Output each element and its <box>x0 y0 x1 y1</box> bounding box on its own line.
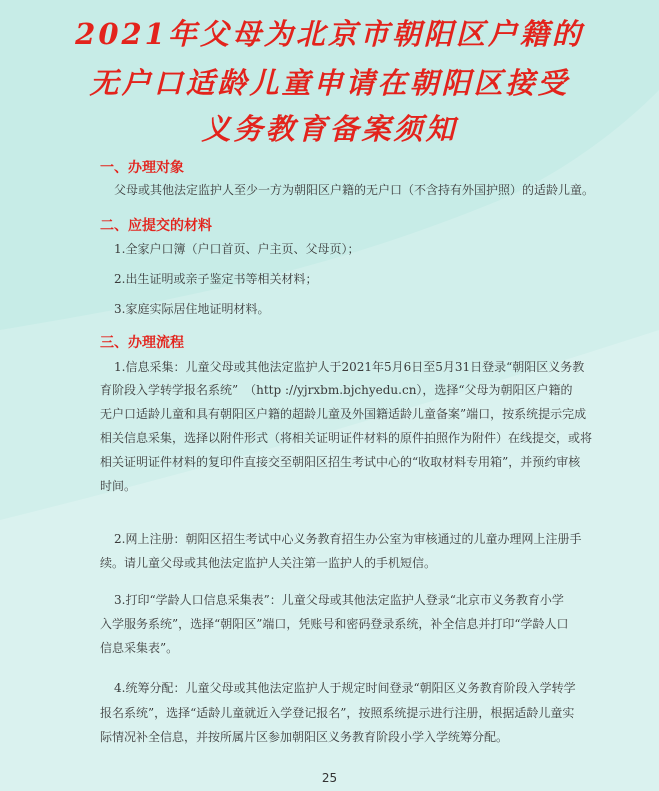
process-step-1-line: 时间。 <box>100 479 137 493</box>
process-step-2-line: 2.网上注册：朝阳区招生考试中心义务教育招生办公室为审核通过的儿童办理网上注册手 <box>114 532 582 546</box>
materials-item-3: 3.家庭实际居住地证明材料。 <box>114 302 270 316</box>
section-heading-applicants: 一、办理对象 <box>100 160 184 176</box>
process-step-1-line: 1.信息采集：儿童父母或其他法定监护人于2021年5月6日至5月31日登录“朝阳区义务教 <box>114 360 585 374</box>
process-step-2-line: 续。请儿童父母或其他法定监护人关注第一监护人的手机短信。 <box>100 556 437 570</box>
process-step-1-line: 相关信息采集，选择以附件形式（将相关证明证件材料的原件拍照作为附件）在线提交，或将 <box>100 431 593 445</box>
process-step-1-line: 育阶段入学转学报名系统” （http ://yjrxbm.bjchyedu.cn），选择“父母为朝阳区户籍的 <box>100 383 573 397</box>
document-title-line-1: 2021年父母为北京市朝阳区户籍的 <box>75 17 584 51</box>
process-step-1-line: 相关证明证件材料的复印件直接交至朝阳区招生考试中心的“收取材料专用箱”，并预约审核 <box>100 455 581 469</box>
process-step-3-line: 3.打印“学龄人口信息采集表”：儿童父母或其他法定监护人登录“北京市义务教育小学 <box>114 593 564 607</box>
document-title-line-2: 无户口适龄儿童申请在朝阳区接受 <box>89 66 570 100</box>
process-step-3-line: 信息采集表”。 <box>100 641 179 655</box>
process-step-4-line: 4.统筹分配：儿童父母或其他法定监护人于规定时间登录“朝阳区义务教育阶段入学转学 <box>114 681 576 695</box>
process-step-3-line: 入学服务系统”，选择“朝阳区”端口，凭账号和密码登录系统，补全信息并打印“学龄人口 <box>100 617 569 631</box>
process-step-4-line: 际情况补全信息，并按所属片区参加朝阳区义务教育阶段小学入学统筹分配。 <box>100 730 509 744</box>
page-number: 25 <box>321 771 338 785</box>
materials-item-1: 1.全家户口簿（户口首页、户主页、父母页）； <box>114 242 360 256</box>
section-1-text: 父母或其他法定监护人至少一方为朝阳区户籍的无户口（不含持有外国护照）的适龄儿童。 <box>114 183 595 197</box>
section-heading-materials: 二、应提交的材料 <box>100 218 212 234</box>
section-heading-process: 三、办理流程 <box>100 335 184 351</box>
process-step-4-line: 报名系统”，选择“适龄儿童就近入学登记报名”，按照系统提示进行注册，根据适龄儿童实 <box>100 706 575 720</box>
process-step-1-line: 无户口适龄儿童和具有朝阳区户籍的超龄儿童及外国籍适龄儿童备案”端口，按系统提示完成 <box>100 407 587 421</box>
document-title-line-3: 义务教育备案须知 <box>201 112 458 146</box>
materials-item-2: 2.出生证明或亲子鉴定书等相关材料； <box>114 272 318 286</box>
